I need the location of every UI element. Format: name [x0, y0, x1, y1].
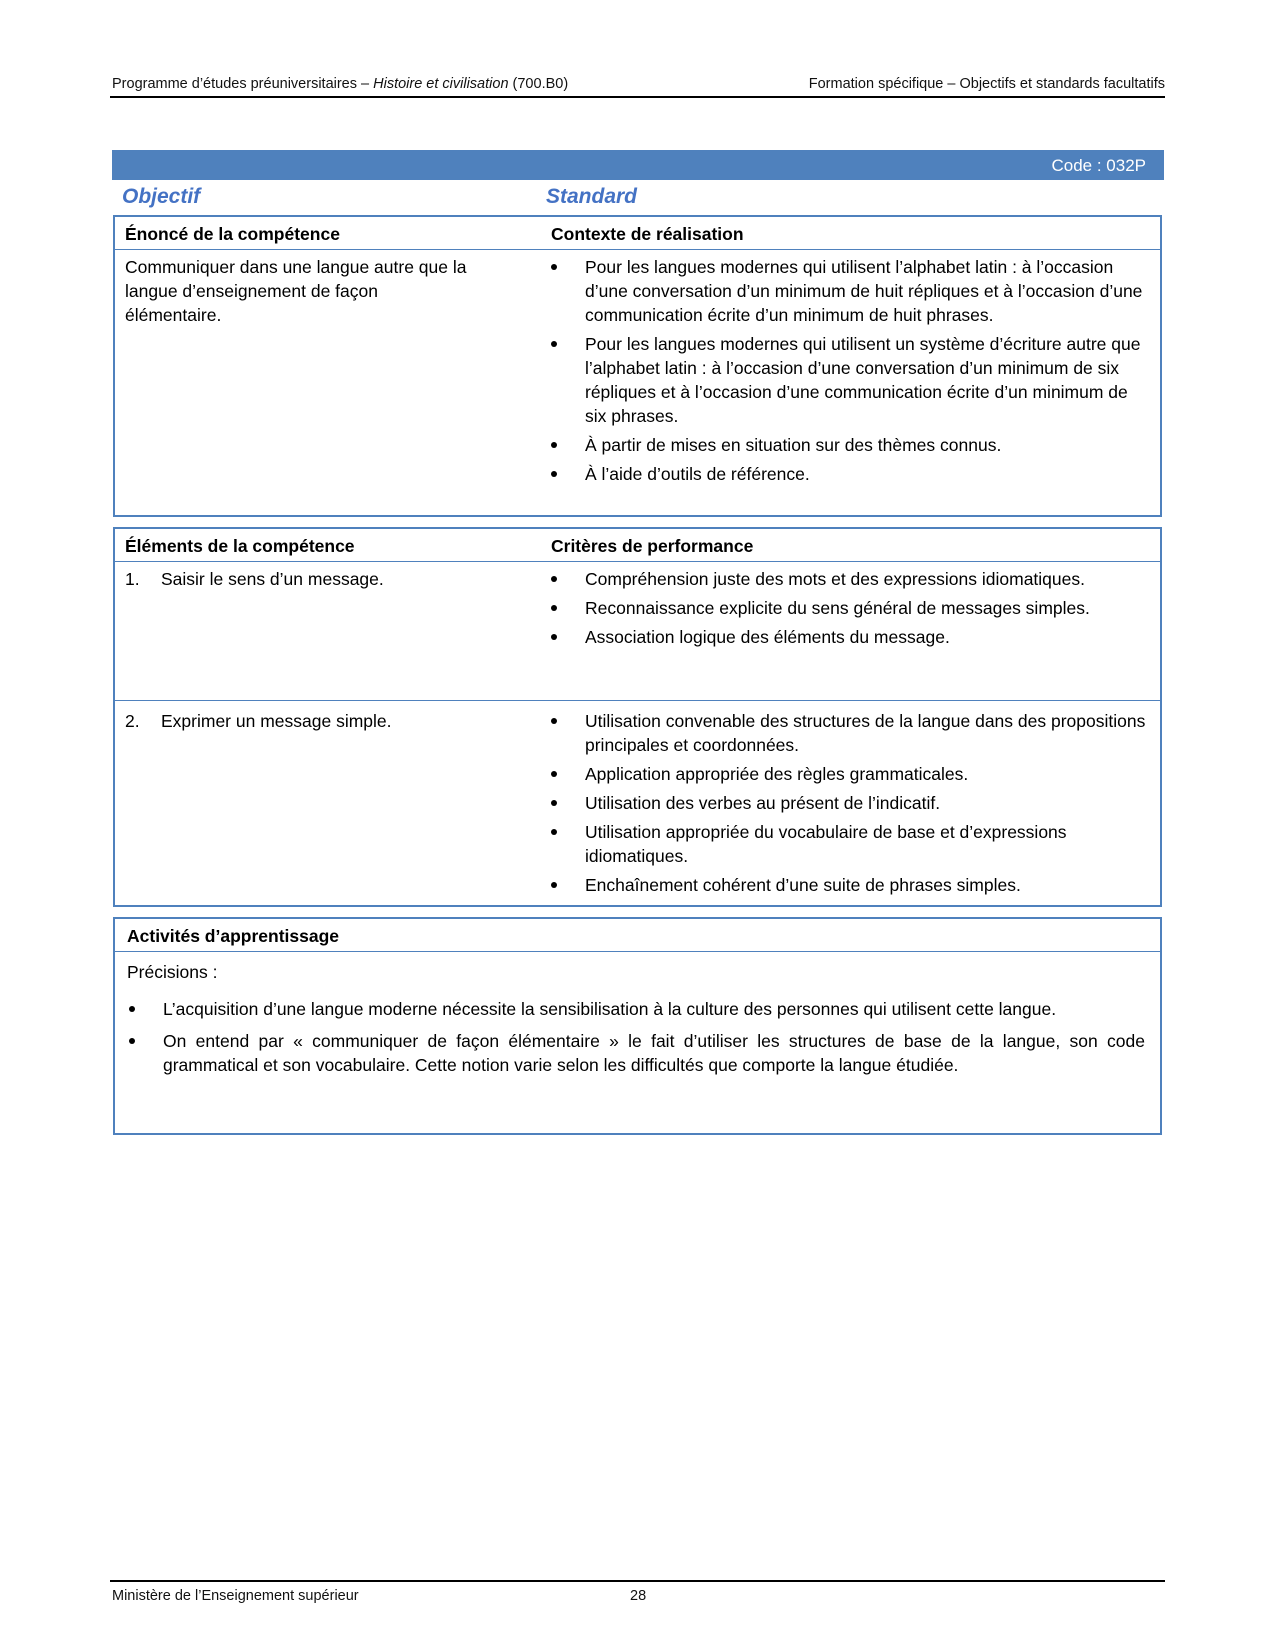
contexte-item-text: À partir de mises en situation sur des thèmes connus.: [585, 435, 1002, 455]
bullet-icon: [129, 1006, 135, 1012]
critere-text: Utilisation appropriée du vocabulaire de base et d’expressions idiomatiques.: [585, 822, 1067, 866]
precisions-list: [127, 997, 1145, 1085]
enonce-line: élémentaire.: [125, 305, 222, 325]
competency-code: Code : 032P: [1051, 156, 1146, 175]
row-divider: [115, 700, 1160, 701]
header-section: Formation spécifique – Objectifs et standards facultatifs: [808, 76, 1165, 92]
element-text: Saisir le sens d’un message.: [161, 569, 384, 589]
bullet-icon: [551, 605, 557, 611]
critere-text: Compréhension juste des mots et des expressions idiomatiques.: [585, 569, 1085, 589]
list-item: [549, 567, 1149, 591]
bullet-icon: [551, 829, 557, 835]
bullet-icon: [551, 341, 557, 347]
bullet-icon: [551, 442, 557, 448]
critere-text: Utilisation des verbes au présent de l’indicatif.: [585, 793, 941, 813]
element-item-2: [125, 709, 392, 733]
bullet-icon: [551, 718, 557, 724]
bullet-icon: [551, 576, 557, 582]
row-divider: [115, 951, 1160, 952]
element-number: 1.: [125, 569, 140, 589]
critere-text: Association logique des éléments du message.: [585, 627, 950, 647]
bullet-icon: [551, 882, 557, 888]
bullet-icon: [551, 264, 557, 270]
page-number: 28: [630, 1588, 647, 1604]
header-program-prefix: Programme d’études préuniversitaires –: [112, 76, 374, 92]
list-item: [549, 791, 1149, 815]
list-item: [549, 820, 1149, 868]
critere-text: Reconnaissance explicite du sens général de messages simples.: [585, 598, 1090, 618]
list-item: [127, 1029, 1145, 1077]
list-item: [549, 709, 1149, 757]
critere-text: Enchaînement cohérent d’une suite de phrases simples.: [585, 875, 1021, 895]
bullet-icon: [551, 471, 557, 477]
bullet-icon: [551, 771, 557, 777]
bullet-icon: [551, 800, 557, 806]
activites-box: [113, 917, 1162, 1135]
code-bar: [112, 150, 1164, 180]
precisions-label: Précisions :: [127, 962, 218, 982]
contexte-item-text: Pour les langues modernes qui utilisent un système d’écriture autre que l’alphabet latin : à l’occasion d’une conversation d’un minimum de six répliques et à l’occasion d’une communication écrite d’un minimum de six phrases.: [585, 334, 1141, 426]
header-program-title: Histoire et civilisation: [373, 76, 509, 92]
enonce-label: Énoncé de la compétence: [125, 224, 340, 244]
contexte-list: [549, 255, 1149, 491]
list-item: [549, 433, 1149, 457]
precision-text: On entend par « communiquer de façon élémentaire » le fait d’utiliser les structures de base de la langue, son code grammatical et son vocabulaire. Cette notion varie selon les difficultés que comporte la langue étudiée.: [163, 1031, 1145, 1075]
contexte-item-text: Pour les langues modernes qui utilisent l’alphabet latin : à l’occasion d’une conversation d’un minimum de huit répliques et à l’occasion d’une communication écrite d’un minimum de huit phrases.: [585, 257, 1143, 325]
criteres-list-1: [549, 567, 1149, 654]
page-footer: [110, 1580, 1165, 1604]
bullet-icon: [551, 634, 557, 640]
contexte-label: Contexte de réalisation: [551, 224, 744, 244]
contexte-item-text: À l’aide d’outils de référence.: [585, 464, 810, 484]
standard-heading: Standard: [546, 185, 638, 208]
bullet-icon: [129, 1038, 135, 1044]
list-item: [549, 873, 1149, 897]
header-program-code: (700.B0): [508, 76, 569, 92]
elements-label: Éléments de la compétence: [125, 536, 355, 556]
list-item: [549, 462, 1149, 486]
list-item: [127, 997, 1145, 1021]
element-text: Exprimer un message simple.: [161, 711, 392, 731]
header-program: [112, 76, 568, 92]
activites-label: Activités d’apprentissage: [127, 926, 340, 946]
criteres-label: Critères de performance: [551, 536, 754, 556]
competence-box: [113, 215, 1162, 517]
list-item: [549, 255, 1149, 327]
list-item: [549, 596, 1149, 620]
elements-header-row: [115, 529, 1160, 562]
element-item-1: [125, 567, 384, 591]
page-header: [110, 76, 1165, 98]
objectif-heading: Objectif: [122, 185, 201, 208]
enonce-line: langue d’enseignement de façon: [125, 281, 378, 301]
elements-box: [113, 527, 1162, 907]
enonce-text: [125, 255, 530, 327]
footer-ministry: Ministère de l’Enseignement supérieur: [112, 1588, 359, 1604]
precision-text: L’acquisition d’une langue moderne nécessite la sensibilisation à la culture des personnes qui utilisent cette langue.: [163, 999, 1057, 1019]
competence-header-row: [115, 217, 1160, 250]
list-item: [549, 762, 1149, 786]
criteres-list-2: [549, 709, 1149, 902]
enonce-line: Communiquer dans une langue autre que la: [125, 257, 467, 277]
element-number: 2.: [125, 711, 140, 731]
critere-text: Utilisation convenable des structures de la langue dans des propositions principales et coordonnées.: [585, 711, 1146, 755]
critere-text: Application appropriée des règles grammaticales.: [585, 764, 969, 784]
list-item: [549, 332, 1149, 428]
list-item: [549, 625, 1149, 649]
